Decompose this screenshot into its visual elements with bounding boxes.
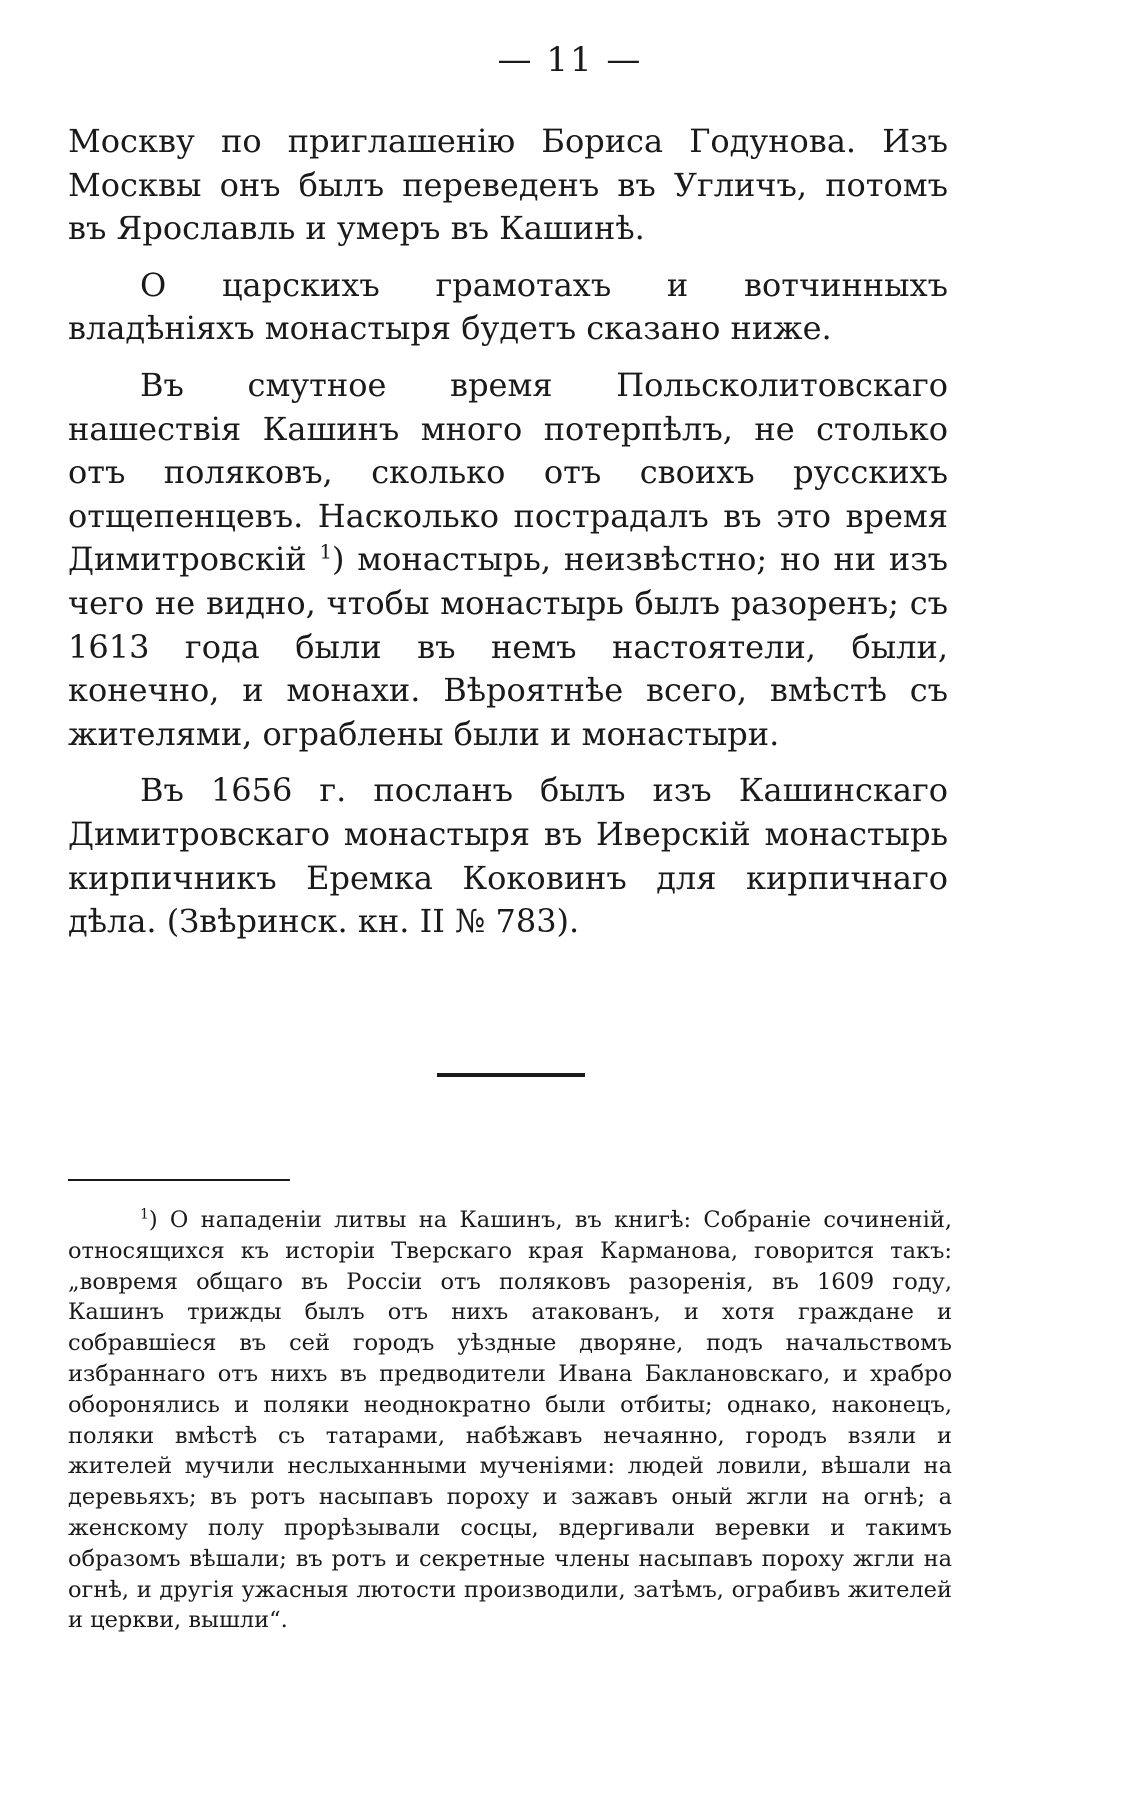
footnote-reference: 1 xyxy=(319,540,332,564)
footnote-divider xyxy=(68,1179,290,1181)
paragraph-1: Москву по приглашенію Бориса Годунова. Изъ Москвы онъ былъ переведенъ въ Угличъ, потомъ въ Ярославль и умеръ въ Кашинѣ. xyxy=(68,122,948,248)
paragraph-3 xyxy=(68,364,948,756)
paragraph-4: Въ 1656 г. посланъ былъ изъ Кашинскаго Димитровскаго монастыря въ Иверскій монастырь кирпичникъ Еремка Коковинъ для кирпичнаго дѣла. (Звѣринск. кн. II № 783). xyxy=(68,771,948,941)
paragraph-3-text-after: ) монастырь, неизвѣстно; но ни изъ чего не видно, чтобы монастырь былъ разоренъ; съ 1613 года были въ немъ настоятели, были, конечно, и монахи. Вѣроятнѣе всего, вмѣстѣ съ жителями, ограблены были и монастыри. xyxy=(68,540,949,753)
paragraph-2: О царскихъ грамотахъ и вотчинныхъ владѣніяхъ монастыря будетъ сказано ниже. xyxy=(68,265,948,348)
page-number: — 11 — xyxy=(497,40,643,80)
body-text xyxy=(68,120,948,957)
paragraph-3-text-before: Въ смутное время Польсколитовскаго нашествія Кашинъ много потерпѣлъ, не столько отъ поляковъ, сколько отъ своихъ русскихъ отщепенцевъ. Насколько пострадалъ въ это время Димитровскій xyxy=(68,365,948,579)
section-divider xyxy=(437,1073,585,1077)
footnote xyxy=(68,1205,952,1636)
footnote-text: ) О нападеніи литвы на Кашинъ, въ книгѣ: Собраніе сочиненій, относящихся къ исторіи Тверскаго края Карманова, говорится такъ: „вовремя общаго въ Россіи отъ поляковъ разоренія, въ 1609 году, Кашинъ трижды былъ отъ нихъ атакованъ, и хотя граждане и собравшіеся въ сей городъ уѣздные дворяне, подъ начальствомъ избраннаго отъ нихъ въ предводители Ивана Баклановскаго, и храбро оборонялись и поляки неоднократно были отбиты; однако, наконецъ, поляки вмѣстѣ съ татарами, набѣжавъ нечаянно, городъ взяли и жителей мучили неслыханными мученіями: людей ловили, вѣшали на деревьяхъ; въ ротъ насыпавъ пороху и зажавъ оный жгли на огнѣ; а женскому полу прорѣзывали сосцы, вдергивали веревки и такимъ образомъ вѣшали; въ ротъ и секретные члены насыпавъ пороху жгли на огнѣ, и другія ужасныя лютости производили, затѣмъ, ограбивъ жителей и церкви, вышли“. xyxy=(68,1207,952,1634)
footnote-marker: 1 xyxy=(140,1206,149,1223)
